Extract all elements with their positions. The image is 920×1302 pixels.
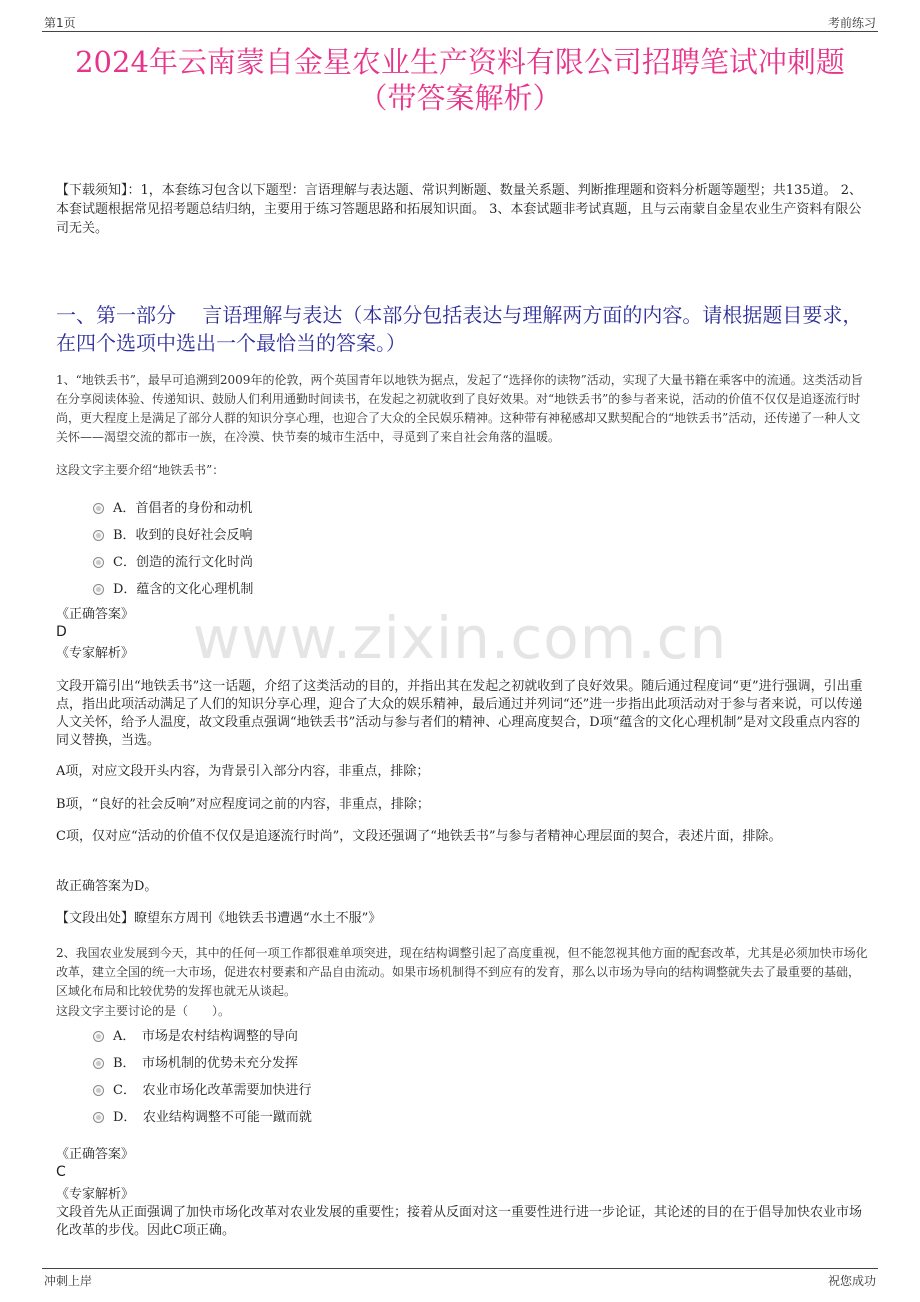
q1-analysis-a: A项，对应文段开头内容，为背景引入部分内容，非重点，排除；	[56, 764, 430, 779]
q2-option-b-label: B． 市场机制的优势未充分发挥	[113, 1056, 299, 1071]
section-title: 一、第一部分 言语理解与表达（本部分包括表达与理解两方面的内容。请根据题目要求，在四个选项中选出一个最恰当的答案。）	[56, 303, 863, 355]
q1-option-b-label: B．收到的良好社会反响	[113, 528, 253, 543]
radio-icon[interactable]	[93, 1058, 104, 1069]
download-notice: 【下载须知】：1，本套练习包含以下题型：言语理解与表达题、常识判断题、数量关系题、判断推理题和资料分析题等题型；共135道。 2、本套试题根据常见招考题总结归纳，主要用于练习答题思路和拓展知识面。 3、本套试题非考试真题，且与云南蒙自金星农业生产资料有限公司无关。	[56, 183, 862, 236]
q1-option-d-label: D．蕴含的文化心理机制	[113, 582, 254, 597]
q1-option-a-label: A．首倡者的身份和动机	[113, 501, 253, 516]
q1-option-c[interactable]	[93, 551, 253, 570]
q1-conclusion: 故正确答案为D。	[56, 879, 158, 894]
q1-stem: 1、“地铁丢书”，最早可追溯到2009年的伦敦，两个英国青年以地铁为据点，发起了“选择你的读物”活动，实现了大量书籍在乘客中的流通。这类活动旨在分享阅读体验、传递知识、鼓励人们利用通勤时间读书，在发起之初就收到了良好效果。对“地铁丢书”的参与者来说，活动的价值不仅仅是追逐流行时尚，更大程度上是满足了部分人群的知识分享心理，也迎合了大众的全民娱乐精神。这种带有神秘感却又默契配合的“地铁丢书”活动，还传递了一种人文关怀——渴望交流的都市一族，在冷漠、快节奏的城市生活中，寻觅到了来自社会角落的温暖。	[56, 373, 863, 444]
q1-analysis-main: 文段开篇引出“地铁丢书”这一话题，介绍了这类活动的目的，并指出其在发起之初就收到了良好效果。随后通过程度词“更”进行强调，引出重点，指出此项活动满足了人们的知识分享心理，迎合了大众的娱乐精神，最后通过并列词“还”进一步指出此项活动对于参与者来说，可以传递人文关怀，给予人温度，故文段重点强调“地铁丢书”活动与参与者们的精神、心理高度契合，D项“蕴含的文化心理机制”是对文段重点内容的同义替换，当选。	[56, 679, 863, 748]
radio-icon[interactable]	[93, 530, 104, 541]
radio-icon[interactable]	[93, 503, 104, 514]
page-subtitle: （带答案解析）	[358, 81, 562, 115]
q1-analysis-c: C项，仅对应“活动的价值不仅仅是追逐流行时尚”，文段还强调了“地铁丢书”与参与者精神心理层面的契合，表述片面，排除。	[56, 829, 782, 844]
radio-icon[interactable]	[93, 1112, 104, 1123]
radio-icon[interactable]	[93, 557, 104, 568]
q1-question: 这段文字主要介绍“地铁丢书”：	[56, 463, 225, 477]
q2-answer-label: 《正确答案》	[56, 1147, 135, 1162]
radio-icon[interactable]	[93, 1085, 104, 1096]
page-title: 2024年云南蒙自金星农业生产资料有限公司招聘笔试冲刺题	[75, 45, 845, 79]
footer-right-label: 祝您成功	[827, 1274, 876, 1288]
q2-analysis-label: 《专家解析》	[56, 1187, 135, 1202]
radio-icon[interactable]	[93, 1031, 104, 1042]
page-number: 第1页	[44, 16, 76, 30]
q2-stem: 2、我国农业发展到今天，其中的任何一项工作都很难单项突进，现在结构调整引起了高度重视，但不能忽视其他方面的配套改革，尤其是必须加快市场化改革，建立全国的统一大市场，促进农村要素和产品自由流动。如果市场机制得不到应有的发育，那么以市场为导向的结构调整就失去了最重要的基础，区域化布局和比较优势的发挥也就无从谈起。	[56, 946, 868, 998]
q1-answer: D	[56, 624, 67, 640]
q1-answer-label: 《正确答案》	[56, 607, 135, 622]
q2-option-b[interactable]	[93, 1052, 298, 1071]
q2-option-c[interactable]	[93, 1079, 311, 1098]
watermark-text: www.zixin.com.cn	[192, 604, 728, 672]
q2-option-c-label: C． 农业市场化改革需要加快进行	[113, 1083, 312, 1098]
footer-left-label: 冲刺上岸	[44, 1274, 93, 1288]
q1-option-a[interactable]	[93, 497, 252, 516]
q2-option-a[interactable]	[93, 1025, 298, 1044]
q2-option-d-label: D． 农业结构调整不可能一蹴而就	[113, 1110, 312, 1125]
radio-icon[interactable]	[93, 584, 104, 595]
q1-option-b[interactable]	[93, 524, 253, 543]
q1-analysis-label: 《专家解析》	[56, 646, 135, 661]
q1-option-c-label: C．创造的流行文化时尚	[113, 555, 253, 570]
q2-analysis: 文段首先从正面强调了加快市场化改革对农业发展的重要性；接着从反面对这一重要性进行进一步论证，其论述的目的在于倡导加快农业市场化改革的步伐。因此C项正确。	[56, 1205, 863, 1238]
q1-option-d[interactable]	[93, 578, 253, 597]
q2-option-a-label: A． 市场是农村结构调整的导向	[113, 1029, 298, 1044]
q2-option-d[interactable]	[93, 1106, 312, 1125]
q2-question: 这段文字主要讨论的是（ ）。	[56, 1004, 231, 1018]
q2-answer: C	[56, 1164, 66, 1180]
header-rule	[42, 31, 878, 32]
q1-source: 【文段出处】瞭望东方周刊《地铁丢书遭遇“水土不服”》	[56, 911, 382, 926]
header-right-label: 考前练习	[827, 16, 876, 30]
q1-analysis-b: B项，“良好的社会反响”对应程度词之前的内容，非重点，排除；	[56, 797, 430, 812]
footer-rule	[42, 1268, 878, 1269]
